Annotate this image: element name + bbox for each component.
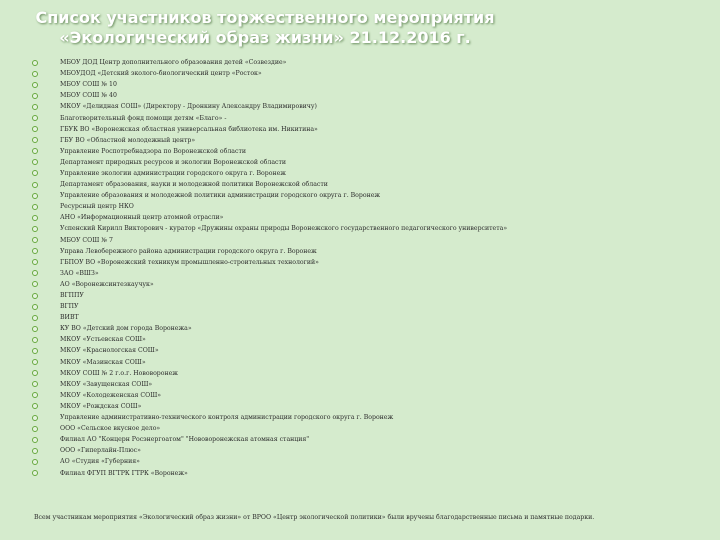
list-item-label: МБОУ СОШ № 40 [60, 92, 117, 100]
list-item [32, 212, 712, 223]
bullet-icon [32, 437, 38, 443]
list-item-label: Управа Левобережного района администрации городского округа г. Воронеж [60, 247, 317, 255]
bullet-icon [32, 304, 38, 310]
list-item [32, 190, 712, 201]
list-item-label: ВИВТ [60, 314, 79, 322]
bullet-icon [32, 403, 38, 409]
list-item-label: Филиал ФГУП ВГТРК ГТРК «Воронеж» [60, 469, 188, 477]
list-item [32, 379, 712, 390]
list-item [32, 124, 712, 135]
list-item [32, 112, 712, 123]
list-item [32, 179, 712, 190]
list-item-label: ВГППУ [60, 292, 84, 300]
list-item [32, 57, 712, 68]
list-item [32, 301, 712, 312]
list-item-label: ЗАО «ВШЗ» [60, 269, 99, 277]
bullet-icon [32, 426, 38, 432]
list-item [32, 101, 712, 112]
bullet-icon [32, 459, 38, 465]
bullet-icon [32, 126, 38, 132]
list-item-label: МКОУ «Устьевская СОШ» [60, 336, 146, 344]
bullet-icon [32, 226, 38, 232]
bullet-icon [32, 82, 38, 88]
list-item [32, 168, 712, 179]
list-item [32, 445, 712, 456]
list-item [32, 201, 712, 212]
footer-note: Всем участникам мероприятия «Экологический образ жизни» от ВРОО «Центр экологической политики» были вручены благодарственные письма и памятные подарки. [34, 514, 595, 521]
list-item [32, 312, 712, 323]
bullet-icon [32, 104, 38, 110]
list-item [32, 268, 712, 279]
list-item-label: МКОУ СОШ № 2 г.о.г. Нововоронеж [60, 369, 178, 377]
list-item-label: МКОУ «Колодеженская СОШ» [60, 391, 162, 399]
list-item-label: МКОУ «Краснологская СОШ» [60, 347, 159, 355]
list-item [32, 157, 712, 168]
bullet-icon [32, 248, 38, 254]
list-item-label: ГБУ ВО «Областной молодежный центр» [60, 136, 196, 144]
list-item-label: Департамент природных ресурсов и экологии Воронежской области [60, 158, 287, 166]
list-item [32, 290, 712, 301]
list-item [32, 467, 712, 478]
bullet-icon [32, 193, 38, 199]
bullet-icon [32, 281, 38, 287]
list-item-label: КУ ВО «Детский дом города Воронежа» [60, 325, 192, 333]
list-item [32, 323, 712, 334]
list-item [32, 390, 712, 401]
list-item [32, 146, 712, 157]
list-item [32, 412, 712, 423]
list-item [32, 423, 712, 434]
list-item-label: Управление образования и молодежной политики администрации городского округа г. Воронеж [60, 192, 381, 200]
list-item-label: МКОУ «Рождская СОШ» [60, 402, 142, 410]
list-item-label: Ресурсный центр НКО [60, 203, 134, 211]
list-item [32, 368, 712, 379]
bullet-icon [32, 315, 38, 321]
list-item-label: МБОУДОД «Детский эколого-биологический центр «Росток» [60, 70, 262, 78]
list-item-label: МБОУ СОШ № 10 [60, 81, 117, 89]
list-item-label: Успенский Кирилл Викторович - куратор «Дружины охраны природы Воронежского государственного педагогического университета» [60, 225, 508, 233]
list-item [32, 79, 712, 90]
bullet-icon [32, 93, 38, 99]
title-line-2: «Экологический образ жизни» 21.12.2016 г. [59, 28, 471, 47]
bullet-icon [32, 381, 38, 387]
bullet-icon [32, 204, 38, 210]
list-item [32, 357, 712, 368]
list-item-label: ВГПУ [60, 303, 79, 311]
list-item [32, 223, 712, 234]
title-line-1: Список участников торжественного мероприятия [35, 8, 495, 27]
bullet-icon [32, 348, 38, 354]
bullet-icon [32, 293, 38, 299]
bullet-icon [32, 60, 38, 66]
bullet-icon [32, 115, 38, 121]
list-item-label: МКОУ «Делидная СОШ» (Директору - Дронкину Александру Владимировичу) [60, 103, 317, 111]
list-item [32, 257, 712, 268]
list-item-label: АО «Студия «Губерния» [60, 458, 140, 466]
list-item-label: Управление Роспотребнадзора по Воронежской области [60, 147, 246, 155]
list-item [32, 90, 712, 101]
list-item [32, 135, 712, 146]
bullet-icon [32, 470, 38, 476]
list-item-label: МКОУ «Мазинская СОШ» [60, 358, 146, 366]
list-item [32, 279, 712, 290]
list-item-label: Департамент образования, науки и молодежной политики Воронежской области [60, 181, 328, 189]
bullet-icon [32, 215, 38, 221]
list-item-label: МКОУ «Завущенская СОШ» [60, 380, 153, 388]
page-title [30, 8, 500, 48]
list-item-label: ГБУК ВО «Воронежская областная универсальная библиотека им. Никитина» [60, 125, 318, 133]
bullet-icon [32, 359, 38, 365]
bullet-icon [32, 415, 38, 421]
list-item [32, 456, 712, 467]
bullet-icon [32, 448, 38, 454]
list-item [32, 434, 712, 445]
participant-list [32, 57, 712, 479]
bullet-icon [32, 259, 38, 265]
bullet-icon [32, 182, 38, 188]
list-item-label: Управление экологии администрации городского округа г. Воронеж [60, 169, 286, 177]
bullet-icon [32, 159, 38, 165]
bullet-icon [32, 392, 38, 398]
list-item [32, 246, 712, 257]
list-item-label: Благотворительный фонд помощи детям «Благо» - [60, 114, 227, 122]
list-item [32, 345, 712, 356]
list-item-label: МБОУ ДОД Центр дополнительного образования детей «Созвездие» [60, 59, 287, 67]
bullet-icon [32, 170, 38, 176]
list-item-label: ГБПОУ ВО «Воронежский техникум промышленно-строительных технологий» [60, 258, 319, 266]
bullet-icon [32, 337, 38, 343]
list-item [32, 401, 712, 412]
bullet-icon [32, 148, 38, 154]
list-item [32, 334, 712, 345]
list-item-label: ООО «Гиперлайн-Плюс» [60, 447, 141, 455]
list-item-label: ООО «Сельское вкусное дело» [60, 425, 161, 433]
bullet-icon [32, 237, 38, 243]
bullet-icon [32, 137, 38, 143]
bullet-icon [32, 71, 38, 77]
list-item-label: Управление административно-технического контроля администрации городского округа г. Воронеж [60, 414, 394, 422]
list-item-label: МБОУ СОШ № 7 [60, 236, 113, 244]
list-item-label: Филиал АО "Концерн Росэнергоатом" "Нововоронежская атомная станция" [60, 436, 310, 444]
list-item-label: АО «Воронежсинтезкаучук» [60, 280, 154, 288]
bullet-icon [32, 370, 38, 376]
list-item-label: АНО «Информационный центр атомной отрасли» [60, 214, 224, 222]
list-item [32, 235, 712, 246]
bullet-icon [32, 326, 38, 332]
list-item [32, 68, 712, 79]
bullet-icon [32, 270, 38, 276]
